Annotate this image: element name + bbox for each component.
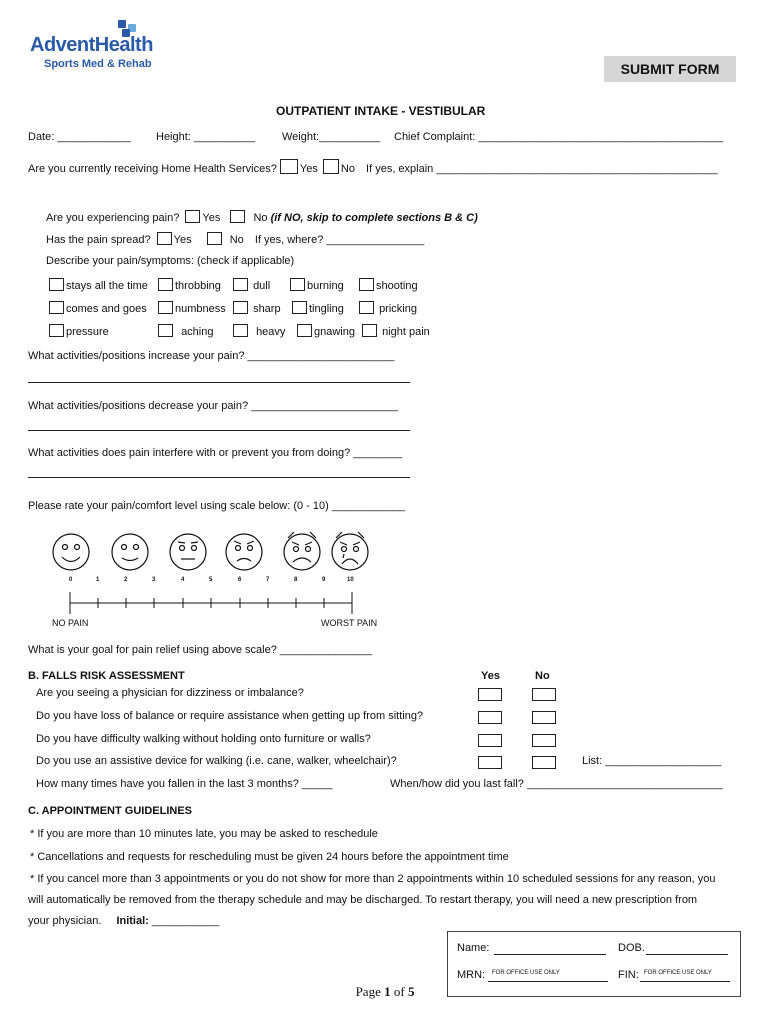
symptom-label: numbness	[175, 303, 226, 315]
decrease-pain-field[interactable]: What activities/positions decrease your pain? ________________________	[28, 400, 398, 412]
symptom-checkbox[interactable]	[359, 301, 374, 314]
pain-scale-line	[66, 590, 358, 616]
home-health-question: Are you currently receiving Home Health Services?	[28, 163, 277, 175]
symptom-checkbox[interactable]	[297, 324, 312, 337]
dob-field[interactable]	[646, 954, 728, 955]
face-0-icon	[53, 534, 89, 570]
symptom-checkbox[interactable]	[158, 278, 173, 291]
pain-experiencing-question: Are you experiencing pain?	[46, 212, 180, 224]
symptom-label: comes and goes	[66, 303, 147, 315]
page-footer	[0, 984, 770, 1000]
scale-tick-label: 4	[181, 577, 185, 583]
guideline-line: * Cancellations and requests for rescheduling must be given 24 hours before the appointment time	[30, 851, 509, 863]
home-health-no-checkbox[interactable]	[323, 159, 339, 174]
symptom-checkbox[interactable]	[359, 278, 374, 291]
symptom-checkbox[interactable]	[233, 278, 248, 291]
symptom-option[interactable]	[49, 324, 109, 338]
assistive-device-list-field[interactable]: List: ___________________	[582, 755, 722, 767]
scale-tick-label: 10	[347, 577, 354, 583]
spread-where-field[interactable]: If yes, where? ________________	[254, 234, 425, 246]
times-fallen-field[interactable]: How many times have you fallen in the last 3 months? _____	[36, 778, 333, 790]
symptom-checkbox[interactable]	[49, 324, 64, 337]
falls-yes-header: Yes	[481, 670, 500, 682]
face-8-icon	[284, 532, 320, 570]
falls-heading: B. FALLS RISK ASSESSMENT	[28, 670, 185, 682]
page-mid: of	[390, 984, 408, 999]
guideline-line: * If you are more than 10 minutes late, you may be asked to reschedule	[30, 828, 378, 840]
face-4-icon	[170, 534, 206, 570]
pain-no-label: No	[253, 212, 268, 224]
scale-tick-label: 9	[322, 577, 326, 583]
initial-label: Initial:	[116, 915, 149, 927]
chief-complaint-field[interactable]: Chief Complaint: ________________________________________	[394, 131, 724, 143]
scale-tick-label: 0	[69, 577, 73, 583]
symptom-checkbox[interactable]	[233, 301, 248, 314]
falls-q4-no-checkbox[interactable]	[532, 756, 556, 769]
pain-goal-field[interactable]: What is your goal for pain relief using above scale? _______________	[28, 644, 372, 656]
symptom-option[interactable]	[292, 301, 344, 315]
initial-row	[28, 915, 219, 927]
symptom-checkbox[interactable]	[158, 324, 173, 337]
name-field[interactable]	[494, 954, 606, 955]
spread-no-checkbox[interactable]	[207, 232, 222, 245]
falls-q3-no-checkbox[interactable]	[532, 734, 556, 747]
scale-tick-label: 5	[209, 577, 213, 583]
symptom-option[interactable]	[233, 278, 270, 292]
falls-q3-yes-checkbox[interactable]	[478, 734, 502, 747]
scale-tick-label: 2	[124, 577, 128, 583]
appointments-heading: C. APPOINTMENT GUIDELINES	[28, 805, 192, 817]
scale-tick-label: 3	[152, 577, 156, 583]
falls-q2-no-checkbox[interactable]	[532, 711, 556, 724]
fin-field[interactable]	[640, 981, 730, 982]
interfere-field[interactable]: What activities does pain interfere with or prevent you from doing? ________	[28, 447, 403, 459]
symptom-option[interactable]	[359, 301, 417, 315]
symptom-label: night pain	[382, 326, 430, 338]
falls-question: Do you have loss of balance or require assistance when getting up from sitting?	[36, 710, 424, 722]
symptom-checkbox[interactable]	[233, 324, 248, 337]
mrn-office-use: FOR OFFICE USE ONLY	[492, 970, 560, 976]
falls-q2-yes-checkbox[interactable]	[478, 711, 502, 724]
falls-question: Are you seeing a physician for dizziness or imbalance?	[36, 687, 304, 699]
fin-label: FIN:	[618, 969, 639, 981]
page-prefix: Page	[355, 984, 385, 999]
symptom-label: dull	[253, 280, 271, 292]
symptom-label: sharp	[253, 303, 281, 315]
symptom-label: burning	[307, 280, 344, 292]
increase-pain-field[interactable]: What activities/positions increase your pain? ________________________	[28, 350, 395, 362]
guideline-line: your physician.	[28, 915, 102, 927]
guideline-line: will automatically be removed from the therapy schedule and may be discharged. To restart therapy, you will need a new prescription from	[28, 894, 698, 906]
pain-yes-label: Yes	[202, 212, 221, 224]
symptom-checkbox[interactable]	[49, 278, 64, 291]
answer-line[interactable]	[28, 430, 410, 431]
answer-line[interactable]	[28, 382, 410, 383]
spread-yes-label: Yes	[173, 234, 192, 246]
falls-no-header: No	[535, 670, 550, 682]
symptom-label: pressure	[66, 326, 109, 338]
home-health-explain[interactable]: If yes, explain ______________________________________________	[366, 163, 718, 175]
submit-form-button[interactable]: SUBMIT FORM	[604, 56, 736, 82]
page-total: 5	[407, 984, 415, 999]
face-10-icon	[332, 532, 368, 570]
symptom-label: throbbing	[175, 280, 221, 292]
home-health-no-label: No	[340, 163, 355, 175]
weight-field[interactable]: Weight:__________	[282, 131, 381, 143]
pain-no-checkbox[interactable]	[230, 210, 245, 223]
symptom-option[interactable]	[233, 301, 281, 315]
scale-tick-label: 7	[266, 577, 270, 583]
worst-pain-label: WORST PAIN	[321, 618, 378, 628]
pain-spread-question: Has the pain spread?	[46, 234, 151, 246]
symptom-option[interactable]	[233, 324, 285, 338]
scale-tick-label: 1	[96, 577, 100, 583]
date-field[interactable]: Date: ____________	[28, 131, 131, 143]
symptom-checkbox[interactable]	[362, 324, 377, 337]
logo-subtitle: Sports Med & Rehab	[44, 58, 152, 70]
pain-experiencing-row	[46, 210, 478, 224]
symptom-checkbox[interactable]	[292, 301, 307, 314]
pain-spread-row	[46, 232, 424, 246]
dob-label: DOB.	[618, 942, 645, 954]
symptom-checkbox[interactable]	[49, 301, 64, 314]
symptom-option[interactable]	[359, 278, 418, 292]
pain-skip-note: (if NO, skip to complete sections B & C)	[270, 212, 478, 224]
symptom-label: heavy	[256, 326, 286, 338]
pain-faces	[48, 528, 378, 576]
pain-rating-field[interactable]: Please rate your pain/comfort level using scale below: (0 - 10) ____________	[28, 500, 406, 512]
mrn-field[interactable]	[488, 981, 608, 982]
spread-no-label: No	[229, 234, 244, 246]
symptom-label: tingling	[309, 303, 344, 315]
logo-title: AdventHealth	[30, 34, 153, 56]
symptom-option[interactable]	[49, 301, 147, 315]
mrn-label: MRN:	[457, 969, 486, 981]
symptom-option[interactable]	[158, 278, 221, 292]
falls-question: Do you use an assistive device for walking (i.e. cane, walker, wheelchair)?	[36, 755, 397, 767]
symptom-option[interactable]	[49, 278, 148, 292]
last-fall-field[interactable]: When/how did you last fall? ________________________________	[390, 778, 723, 790]
falls-q1-no-checkbox[interactable]	[532, 688, 556, 701]
answer-line[interactable]	[28, 477, 410, 478]
home-health-yes-checkbox[interactable]	[280, 159, 298, 174]
describe-pain-label: Describe your pain/symptoms: (check if applicable)	[46, 255, 295, 267]
face-6-icon	[226, 534, 262, 570]
symptom-option[interactable]	[362, 324, 430, 338]
scale-tick-label: 8	[294, 577, 298, 583]
symptom-label: aching	[181, 326, 214, 338]
symptom-option[interactable]	[290, 278, 344, 292]
symptom-option[interactable]	[158, 324, 213, 338]
symptom-label: gnawing	[314, 326, 355, 338]
fin-office-use: FOR OFFICE USE ONLY	[644, 970, 712, 976]
symptom-label: pricking	[379, 303, 417, 315]
page-number: 1	[384, 984, 391, 999]
scale-tick-label: 6	[238, 577, 242, 583]
falls-q1-yes-checkbox[interactable]	[478, 688, 502, 701]
symptom-label: stays all the time	[66, 280, 148, 292]
falls-q4-yes-checkbox[interactable]	[478, 756, 502, 769]
home-health-yes-label: Yes	[299, 163, 318, 175]
name-label: Name:	[457, 942, 490, 954]
home-health-row	[28, 159, 718, 175]
face-2-icon	[112, 534, 148, 570]
guideline-line: * If you cancel more than 3 appointments or you do not show for more than 2 appointments within 10 scheduled sessions for any reason, you	[30, 873, 716, 885]
no-pain-label: NO PAIN	[52, 618, 89, 628]
pain-yes-checkbox[interactable]	[185, 210, 200, 223]
symptom-checkbox[interactable]	[158, 301, 173, 314]
spread-yes-checkbox[interactable]	[157, 232, 172, 245]
symptom-option[interactable]	[297, 324, 355, 338]
form-title: OUTPATIENT INTAKE - VESTIBULAR	[276, 104, 486, 118]
symptom-checkbox[interactable]	[290, 278, 305, 291]
initial-field[interactable]: ___________	[151, 915, 220, 927]
falls-question: Do you have difficulty walking without holding onto furniture or walls?	[36, 733, 371, 745]
height-field[interactable]: Height: __________	[156, 131, 256, 143]
symptom-option[interactable]	[158, 301, 226, 315]
symptom-label: shooting	[376, 280, 418, 292]
